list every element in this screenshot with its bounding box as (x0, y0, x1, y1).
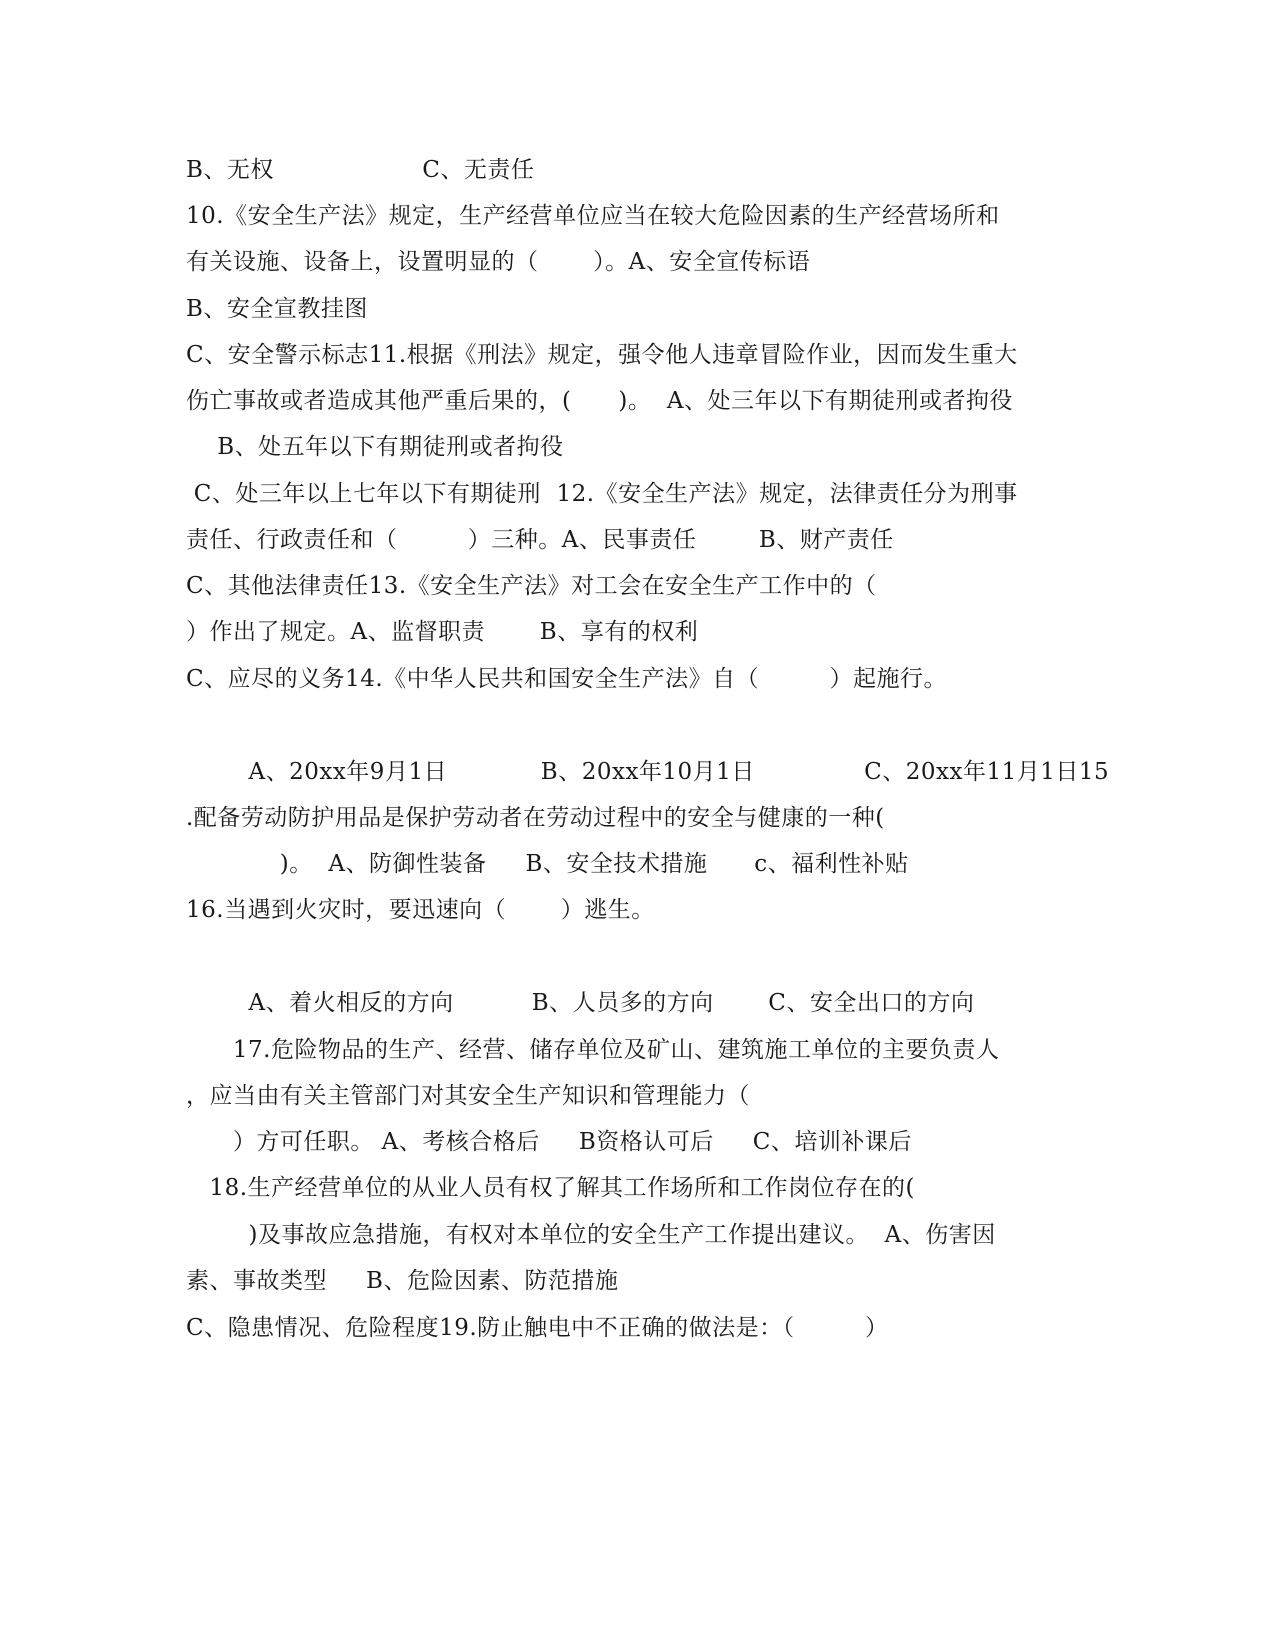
text-line: 18.生产经营单位的从业人员有权了解其工作场所和工作岗位存在的( (186, 1175, 915, 1201)
text-line: 素、事故类型 B、危险因素、防范措施 (186, 1268, 619, 1294)
text-line: 16.当遇到火灾时，要迅速向（ ）逃生。 (186, 897, 655, 923)
text-line: )。 A、防御性装备 B、安全技术措施 c、福利性补贴 (186, 851, 909, 877)
text-line: 有关设施、设备上，设置明显的（ ）。A、安全宣传标语 (186, 249, 811, 275)
text-line: B、安全宣教挂图 (186, 296, 368, 322)
text-line: A、着火相反的方向 B、人员多的方向 C、安全出口的方向 (186, 990, 975, 1016)
text-line: C、应尽的义务14.《中华人民共和国安全生产法》自（ ）起施行。 (186, 666, 947, 692)
text-line: C、处三年以上七年以下有期徒刑 12.《安全生产法》规定，法律责任分为刑事 (186, 481, 1018, 507)
text-line: 责任、行政责任和（ ）三种。A、民事责任 B、财产责任 (186, 527, 894, 553)
text-line: ）方可任职。 A、考核合格后 B资格认可后 C、培训补课后 (186, 1129, 912, 1155)
text-line: .配备劳动防护用品是保护劳动者在劳动过程中的安全与健康的一种( (186, 805, 885, 831)
text-line: )及事故应急措施，有权对本单位的安全生产工作提出建议。 A、伤害因 (186, 1222, 996, 1248)
text-line: ，应当由有关主管部门对其安全生产知识和管理能力（ (186, 1083, 750, 1109)
text-line: 伤亡事故或者造成其他严重后果的，( )。 A、处三年以下有期徒刑或者拘役 (186, 388, 1014, 414)
text-line: B、处五年以下有期徒刑或者拘役 (186, 434, 564, 460)
text-line: C、其他法律责任13.《安全生产法》对工会在安全生产工作中的（ (186, 573, 877, 599)
text-line: C、隐患情况、危险程度19.防止触电中不正确的做法是：（ ） (186, 1315, 889, 1341)
text-line: C、安全警示标志11.根据《刑法》规定，强令他人违章冒险作业，因而发生重大 (186, 342, 1018, 368)
text-line: 10.《安全生产法》规定，生产经营单位应当在较大危险因素的生产经营场所和 (186, 203, 1000, 229)
text-line: 17.危险物品的生产、经营、储存单位及矿山、建筑施工单位的主要负责人 (186, 1037, 1000, 1063)
text-line: ）作出了规定。A、监督职责 B、享有的权利 (186, 619, 699, 645)
text-line: B、无权 C、无责任 (186, 157, 535, 183)
text-line: A、20xx年9月1日 B、20xx年10月1日 C、20xx年11月1日15 (186, 759, 1110, 785)
